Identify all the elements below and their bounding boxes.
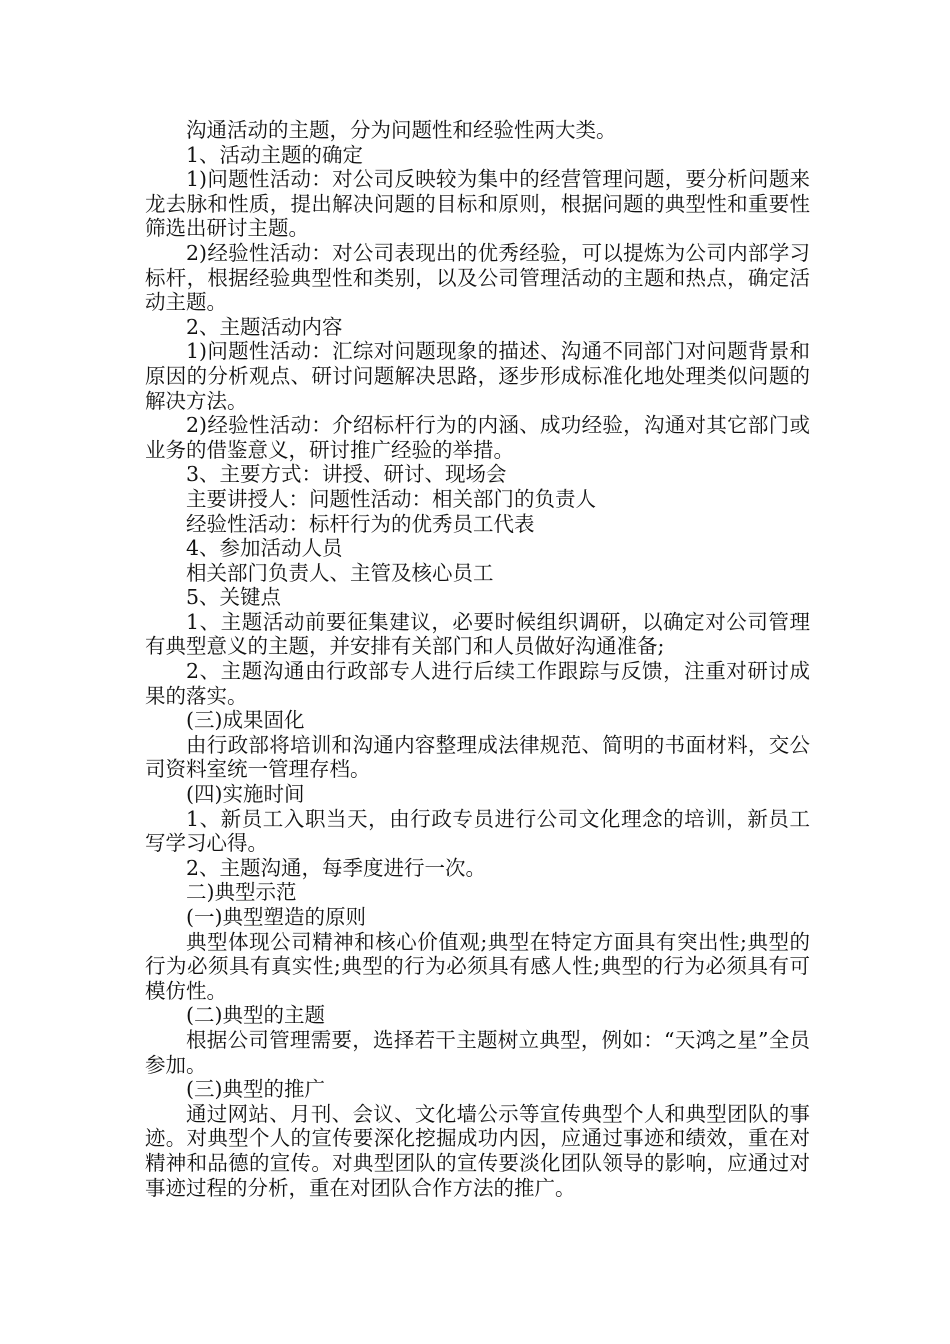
document-body xyxy=(145,118,810,1200)
paragraph: 主要讲授人：问题性活动：相关部门的负责人 xyxy=(186,486,596,511)
section-heading: (一)典型塑造的原则 xyxy=(186,905,366,929)
paragraph: 经验性活动：标杆行为的优秀员工代表 xyxy=(186,511,535,536)
section-heading: 二)典型示范 xyxy=(186,880,297,905)
paragraph: 2)经验性活动：介绍标杆行为的内涵、成功经验，沟通对其它部门或业务的借鉴意义，研讨推广经验的举措。 xyxy=(145,413,810,462)
paragraph: 通过网站、月刊、会议、文化墙公示等宣传典型个人和典型团队的事迹。对典型个人的宣传要深化挖掘成功内因，应通过事迹和绩效，重在对精神和品德的宣传。对典型团队的宣传要淡化团队领导的影响，应通过对事迹过程的分析，重在对团队合作方法的推广。 xyxy=(145,1101,810,1200)
paragraph: 2、主题沟通，每季度进行一次。 xyxy=(186,855,487,880)
section-heading: (三)典型的推广 xyxy=(186,1077,325,1102)
paragraph: 2)经验性活动：对公司表现出的优秀经验，可以提炼为公司内部学习标杆，根据经验典型性和类别，以及公司管理活动的主题和热点，确定活动主题。 xyxy=(145,240,810,315)
paragraph: 1、新员工入职当天，由行政专员进行公司文化理念的培训，新员工写学习心得。 xyxy=(145,806,810,856)
section-heading: (三)成果固化 xyxy=(186,708,305,733)
section-heading: (四)实施时间 xyxy=(186,782,305,807)
section-heading: 5、关键点 xyxy=(186,585,282,610)
paragraph: 沟通活动的主题，分为问题性和经验性两大类。 xyxy=(186,118,617,142)
section-heading: 1、活动主题的确定 xyxy=(186,142,364,167)
paragraph: 1、主题活动前要征集建议，必要时候组织调研，以确定对公司管理有典型意义的主题，并安排有关部门和人员做好沟通准备; xyxy=(145,609,810,659)
paragraph: 相关部门负责人、主管及核心员工 xyxy=(186,560,494,585)
paragraph: 2、主题沟通由行政部专人进行后续工作跟踪与反馈，注重对研讨成果的落实。 xyxy=(145,659,810,708)
paragraph: 典型体现公司精神和核心价值观;典型在特定方面具有突出性;典型的行为必须具有真实性;典型的行为必须具有感人性;典型的行为必须具有可模仿性。 xyxy=(145,929,810,1003)
paragraph: 1)问题性活动：对公司反映较为集中的经营管理问题，要分析问题来龙去脉和性质，提出解决问题的目标和原则，根据问题的典型性和重要性筛选出研讨主题。 xyxy=(145,167,810,241)
section-heading: 2、主题活动内容 xyxy=(186,314,343,339)
paragraph: 根据公司管理需要，选择若干主题树立典型，例如：“天鸿之星”全员参加。 xyxy=(145,1027,810,1077)
section-heading: 4、参加活动人员 xyxy=(186,536,343,561)
paragraph: 1)问题性活动：汇综对问题现象的描述、沟通不同部门对问题背景和原因的分析观点、研讨问题解决思路，逐步形成标准化地处理类似问题的解决方法。 xyxy=(145,339,810,413)
section-heading: (二)典型的主题 xyxy=(186,1003,325,1028)
section-heading: 3、主要方式：讲授、研讨、现场会 xyxy=(186,462,507,487)
paragraph: 由行政部将培训和沟通内容整理成法律规范、简明的书面材料，交公司资料室统一管理存档。 xyxy=(145,732,810,782)
